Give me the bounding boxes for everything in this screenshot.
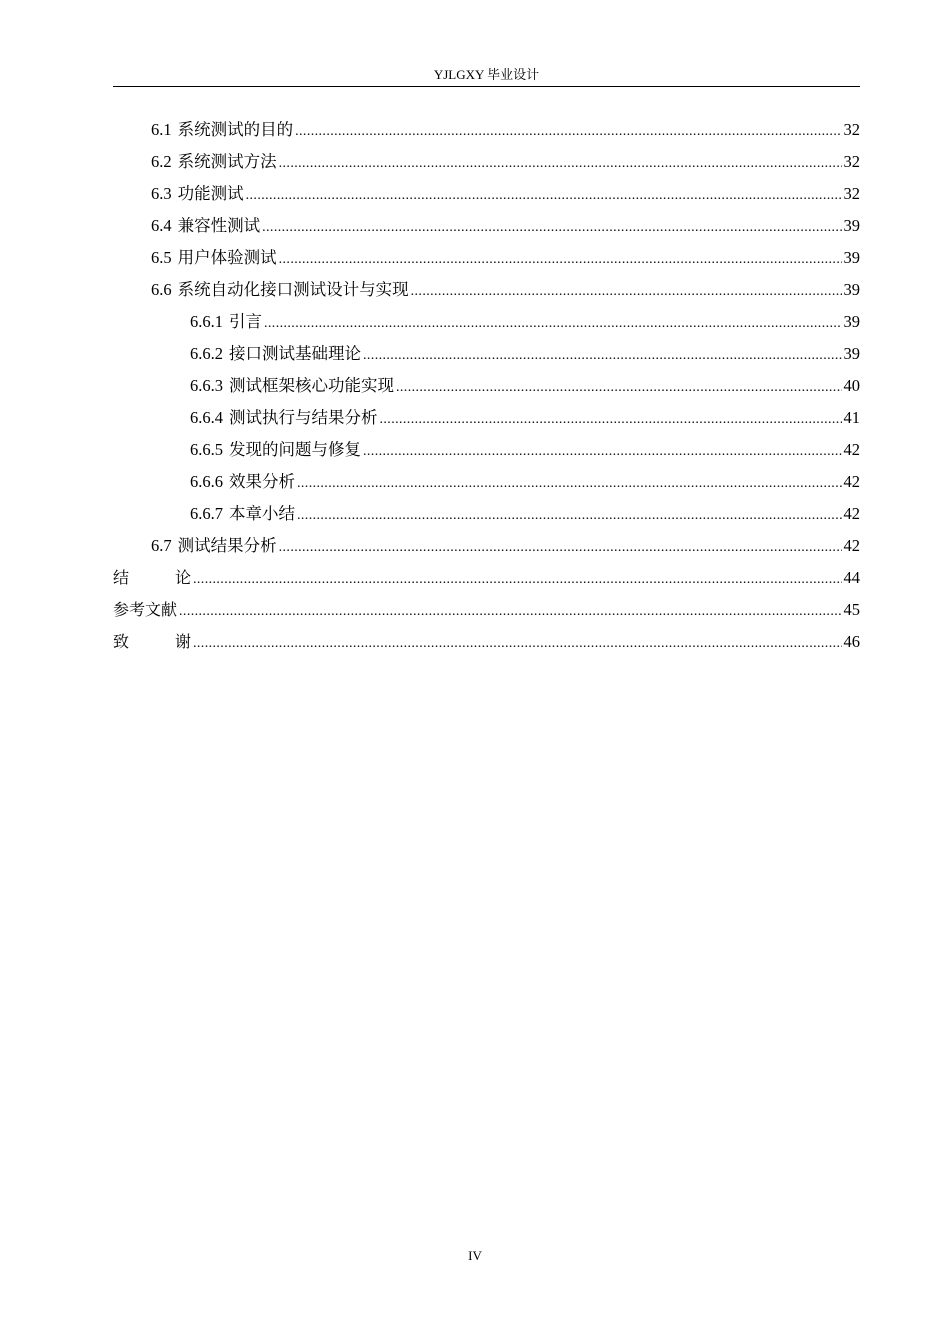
toc-entry[interactable] — [113, 629, 860, 661]
toc-entry[interactable] — [113, 341, 860, 373]
toc-entry[interactable] — [113, 597, 860, 629]
dot-leader — [297, 471, 842, 497]
dot-leader — [262, 215, 841, 241]
dot-leader — [363, 439, 842, 465]
page-header: YJLGXY 毕业设计 — [433, 67, 540, 82]
toc-entry[interactable] — [113, 117, 860, 149]
toc-entry-page: 44 — [843, 568, 860, 587]
toc-entry-title: 结论 — [113, 568, 191, 587]
toc-entry-title: 系统自动化接口测试设计与实现 — [177, 280, 409, 299]
dot-leader — [193, 631, 842, 657]
toc-entry-page: 42 — [843, 536, 860, 555]
toc-entry-title: 发现的问题与修复 — [229, 440, 361, 459]
toc-entry-title: 测试结果分析 — [177, 536, 277, 555]
toc-entry-number: 6.6.7 — [190, 504, 223, 523]
toc-entry-number: 6.1 — [151, 120, 172, 139]
toc-entry-title: 致谢 — [113, 632, 191, 651]
toc-entry-title: 系统测试的目的 — [177, 120, 294, 139]
toc-entry-title: 功能测试 — [177, 184, 244, 203]
toc-entry-page: 46 — [843, 632, 860, 651]
toc-entry-number: 6.5 — [151, 248, 172, 267]
toc-entry-title: 测试框架核心功能实现 — [229, 376, 394, 395]
dot-leader — [246, 183, 842, 209]
toc-entry-page: 32 — [843, 184, 860, 203]
toc-entry-page: 41 — [843, 408, 860, 427]
toc-entry-number: 6.6.1 — [190, 312, 223, 331]
toc-entry-page: 42 — [843, 440, 860, 459]
toc-entry-page: 40 — [843, 376, 860, 395]
toc-entry-number: 6.3 — [151, 184, 172, 203]
toc-entry-page: 39 — [843, 248, 860, 267]
toc-entry[interactable] — [113, 437, 860, 469]
dot-leader — [279, 247, 842, 273]
toc-entry-number: 6.2 — [151, 152, 172, 171]
dot-leader — [279, 535, 842, 561]
dot-leader — [380, 407, 842, 433]
toc-entry-title: 本章小结 — [229, 504, 295, 523]
toc-entry-title: 测试执行与结果分析 — [229, 408, 378, 427]
toc-entry-number: 6.6.5 — [190, 440, 223, 459]
toc-entry-number: 6.6 — [151, 280, 172, 299]
dot-leader — [179, 599, 841, 625]
toc-entry-page: 39 — [843, 216, 860, 235]
toc-entry-title: 接口测试基础理论 — [229, 344, 361, 363]
dot-leader — [193, 567, 842, 593]
toc-entry[interactable] — [113, 277, 860, 309]
dot-leader — [297, 503, 842, 529]
toc-entry-page: 39 — [843, 280, 860, 299]
toc-entry[interactable] — [113, 245, 860, 277]
toc-entry-number: 6.7 — [151, 536, 172, 555]
toc-entry[interactable] — [113, 213, 860, 245]
toc-entry-number: 6.6.2 — [190, 344, 223, 363]
page-number-footer: IV — [468, 1248, 482, 1263]
toc-entry-page: 45 — [843, 600, 860, 619]
toc-entry[interactable] — [113, 565, 860, 597]
toc-entry[interactable] — [113, 149, 860, 181]
toc-entry[interactable] — [113, 309, 860, 341]
toc-entry-number: 6.4 — [151, 216, 172, 235]
toc-entry-page: 42 — [843, 472, 860, 491]
toc-entry-title: 兼容性测试 — [177, 216, 261, 235]
header-divider — [113, 86, 860, 87]
dot-leader — [264, 311, 842, 337]
toc-entry[interactable] — [113, 533, 860, 565]
toc-entry-title: 参考文献 — [113, 600, 178, 619]
table-of-contents — [113, 117, 860, 661]
dot-leader — [279, 151, 842, 177]
toc-entry-page: 32 — [843, 120, 860, 139]
toc-entry[interactable] — [113, 469, 860, 501]
toc-entry-number: 6.6.4 — [190, 408, 223, 427]
toc-entry[interactable] — [113, 501, 860, 533]
dot-leader — [411, 279, 842, 305]
dot-leader — [396, 375, 842, 401]
toc-entry-number: 6.6.6 — [190, 472, 223, 491]
toc-entry[interactable] — [113, 181, 860, 213]
toc-entry-title: 系统测试方法 — [177, 152, 277, 171]
toc-entry-page: 32 — [843, 152, 860, 171]
toc-entry-number: 6.6.3 — [190, 376, 223, 395]
toc-entry-title: 引言 — [229, 312, 262, 331]
toc-entry-page: 39 — [843, 344, 860, 363]
toc-entry[interactable] — [113, 405, 860, 437]
toc-entry-page: 42 — [843, 504, 860, 523]
dot-leader — [363, 343, 842, 369]
toc-entry-title: 用户体验测试 — [177, 248, 277, 267]
toc-entry-title: 效果分析 — [229, 472, 295, 491]
dot-leader — [295, 119, 841, 145]
toc-entry[interactable] — [113, 373, 860, 405]
toc-entry-page: 39 — [843, 312, 860, 331]
